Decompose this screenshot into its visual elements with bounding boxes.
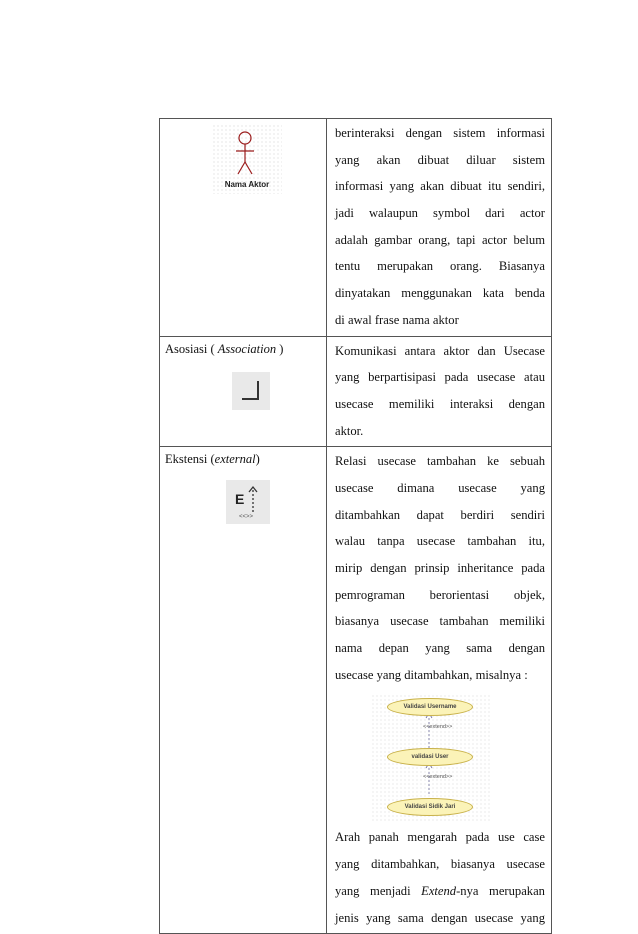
description-cell-actor <box>327 119 552 337</box>
symbol-name-text: Ekstensi ( <box>165 452 215 467</box>
symbol-name-extension <box>160 447 326 470</box>
desc-line: usecase dimana usecase yang <box>335 480 545 495</box>
actor-caption: Nama Aktor <box>224 180 270 189</box>
desc-line: tentu merupakan orang. Biasanya <box>335 259 545 274</box>
desc-line: ditambahkan dapat berdiri sendiri <box>335 507 545 522</box>
desc-line: walau tanpa usecase tambahan itu, <box>335 534 545 549</box>
symbol-name-italic: Association <box>217 341 277 356</box>
desc-line: mirip dengan prinsip inheritance pada <box>335 561 545 575</box>
symbol-cell-extension <box>160 447 327 934</box>
desc-line: adalah gambar orang, tapi actor belum <box>335 232 545 247</box>
extend-icon-label: E <box>235 491 245 508</box>
description-cell-association <box>327 336 552 447</box>
desc-line: usecase memiliki interaksi dengan <box>335 396 545 411</box>
desc-line: yang ditambahkan, biasanya usecase <box>335 857 545 872</box>
desc-line: jadi walaupun symbol dari actor <box>335 206 545 221</box>
desc-text: yang menjadi <box>335 883 422 898</box>
desc-line: Relasi usecase tambahan ke sebuah <box>335 454 545 469</box>
desc-line: pemrograman berorientasi objek, <box>335 587 545 602</box>
desc-line: di awal frase nama aktor <box>335 312 459 327</box>
usecase-symbol-table <box>159 118 552 934</box>
desc-line: yang akan dibuat diluar sistem <box>335 152 545 167</box>
desc-italic: Extend <box>421 883 457 898</box>
symbol-name-association <box>160 337 326 360</box>
desc-line: Komunikasi antara aktor dan Usecase <box>335 343 545 358</box>
desc-line: dinyatakan menggunakan kata benda <box>335 286 545 301</box>
extend-icon <box>226 480 270 524</box>
extend-stereotype: <<extend>> <box>423 724 453 731</box>
extend-example-diagram <box>371 694 491 822</box>
description-cell-extension <box>327 447 552 934</box>
desc-line: aktor. <box>335 423 364 438</box>
symbol-name-end: ) <box>276 341 284 356</box>
symbol-name-text: Asosiasi ( <box>165 341 215 356</box>
desc-line: informasi yang akan dibuat itu sendiri, <box>335 179 545 194</box>
usecase-ellipse: Validasi Username <box>387 698 473 716</box>
svg-text:<<>>: <<>> <box>239 514 254 521</box>
desc-line: Arah panah mengarah pada use case <box>335 830 545 845</box>
extend-stereotype: <<extend>> <box>423 774 453 781</box>
table-row-extension <box>160 447 552 934</box>
desc-line: yang berpartisipasi pada usecase atau <box>335 370 545 385</box>
extension-description <box>327 447 551 933</box>
desc-line <box>335 878 545 905</box>
desc-line: nama depan yang sama dengan <box>335 641 545 656</box>
association-description <box>327 337 551 447</box>
actor-description <box>327 119 551 336</box>
association-icon <box>232 372 270 410</box>
actor-icon <box>212 124 282 194</box>
table-row-association <box>160 336 552 447</box>
symbol-name-end: ) <box>255 452 260 467</box>
desc-line: biasanya usecase tambahan memiliki <box>335 614 545 629</box>
symbol-cell-actor <box>160 119 327 337</box>
table-row-actor <box>160 119 552 337</box>
usecase-ellipse: Validasi Sidik Jari <box>387 798 473 816</box>
symbol-cell-association <box>160 336 327 447</box>
desc-text: -nya merupakan <box>456 883 545 898</box>
symbol-name-italic: external <box>214 452 256 467</box>
desc-line: jenis yang sama dengan usecase yang <box>335 910 545 925</box>
desc-line: usecase yang ditambahkan, misalnya : <box>335 667 528 682</box>
usecase-ellipse: validasi User <box>387 748 473 766</box>
desc-line: berinteraksi dengan sistem informasi <box>335 126 545 140</box>
